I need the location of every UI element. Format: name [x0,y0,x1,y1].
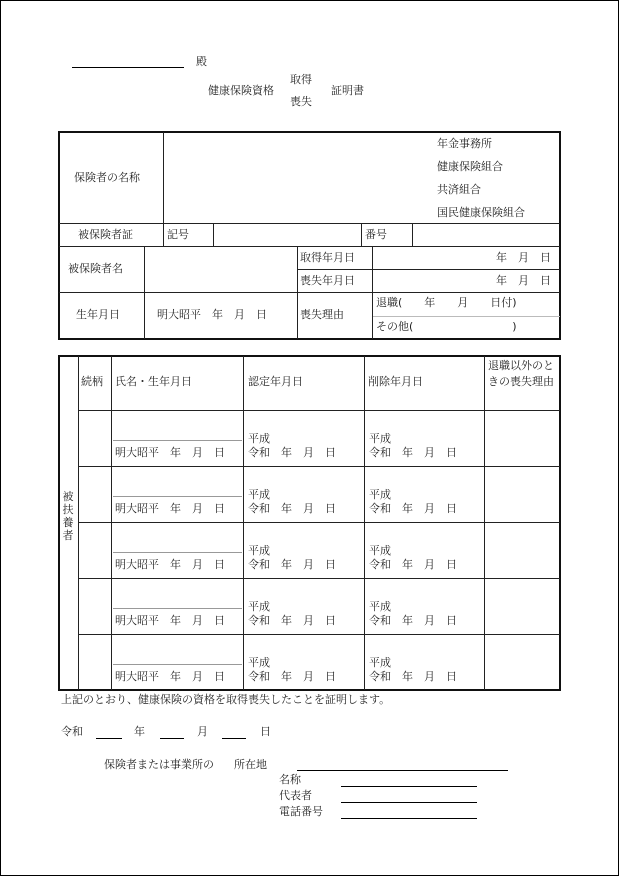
row-4-removed-heisei: 平成 [369,600,391,613]
lost-date: 年 月 日 [496,274,551,287]
acquired-label: 取得年月日 [300,251,355,264]
certification-statement: 上記のとおり、健康保険の資格を取得喪失したことを証明します。 [61,693,391,706]
acquired-date: 年 月 日 [496,251,551,264]
row-2-birth: 明大昭平 年 月 日 [115,502,225,515]
card-label: 被保険者証 [78,228,133,241]
phone-label: 電話番号 [279,805,323,818]
dependents-side-label: 被扶養者 [62,490,74,542]
row-1-removed-reiwa: 令和 年 月 日 [369,446,457,459]
insurer-type-1: 年金事務所 [437,137,492,150]
title-loss: 喪失 [290,95,312,108]
representative-label: 代表者 [279,789,312,802]
row-5-removed-reiwa: 令和 年 月 日 [369,670,457,683]
row-2-recognized-reiwa: 令和 年 月 日 [248,502,336,515]
row-5-recognized-heisei: 平成 [248,656,270,669]
issuer-label: 保険者または事業所の [104,758,214,771]
col-removed: 削除年月日 [368,375,423,388]
addressee-line [72,67,184,68]
row-1-removed-heisei: 平成 [369,432,391,445]
retire-option: 退職( 年 月 日付) [376,296,517,309]
row-4-recognized-reiwa: 令和 年 月 日 [248,614,336,627]
row-5-removed-heisei: 平成 [369,656,391,669]
representative-line [341,802,477,803]
row-1-recognized-reiwa: 令和 年 月 日 [248,446,336,459]
row-1-birth: 明大昭平 年 月 日 [115,446,225,459]
row-3-birth: 明大昭平 年 月 日 [115,558,225,571]
row-5-recognized-reiwa: 令和 年 月 日 [248,670,336,683]
dependents-table [58,355,561,691]
loss-reason-label: 喪失理由 [300,308,344,321]
col-relation: 続柄 [81,375,103,388]
row-4-removed-reiwa: 令和 年 月 日 [369,614,457,627]
title-left: 健康保険資格 [208,84,274,97]
date-reiwa: 令和 [61,725,83,738]
title-acquire: 取得 [290,73,312,86]
date-tsuki: 月 [197,725,208,738]
row-2-removed-heisei: 平成 [369,488,391,501]
date-nen: 年 [134,725,145,738]
row-3-removed-heisei: 平成 [369,544,391,557]
address-label: 所在地 [234,758,267,771]
row-1-recognized-heisei: 平成 [248,432,270,445]
insurer-type-4: 国民健康保険組合 [437,206,525,219]
insurer-type-2: 健康保険組合 [437,160,503,173]
title-right: 証明書 [331,84,364,97]
dono-label: 殿 [196,55,207,68]
birth-era-date: 明大昭平 年 月 日 [157,308,267,321]
row-3-recognized-heisei: 平成 [248,544,270,557]
date-hi: 日 [260,725,271,738]
row-4-recognized-heisei: 平成 [248,600,270,613]
col-reason: 退職以外のときの喪失理由 [488,359,554,388]
kigou-label: 記号 [167,228,189,241]
row-2-recognized-heisei: 平成 [248,488,270,501]
row-4-birth: 明大昭平 年 月 日 [115,614,225,627]
other-option: その他( ) [376,320,517,333]
phone-line [341,818,477,819]
row-5-birth: 明大昭平 年 月 日 [115,670,225,683]
insurer-type-3: 共済組合 [437,183,481,196]
insured-name-label: 被保険者名 [68,262,123,275]
name-line [341,786,477,787]
col-recognized: 認定年月日 [248,375,303,388]
birth-label: 生年月日 [76,308,120,321]
address-line [297,770,508,771]
row-3-removed-reiwa: 令和 年 月 日 [369,558,457,571]
insurer-name-label: 保険者の名称 [74,171,140,184]
name-label: 名称 [279,773,301,786]
bangou-label: 番号 [365,228,387,241]
lost-label: 喪失年月日 [300,274,355,287]
row-2-removed-reiwa: 令和 年 月 日 [369,502,457,515]
col-name-birth: 氏名・生年月日 [115,375,192,388]
row-3-recognized-reiwa: 令和 年 月 日 [248,558,336,571]
